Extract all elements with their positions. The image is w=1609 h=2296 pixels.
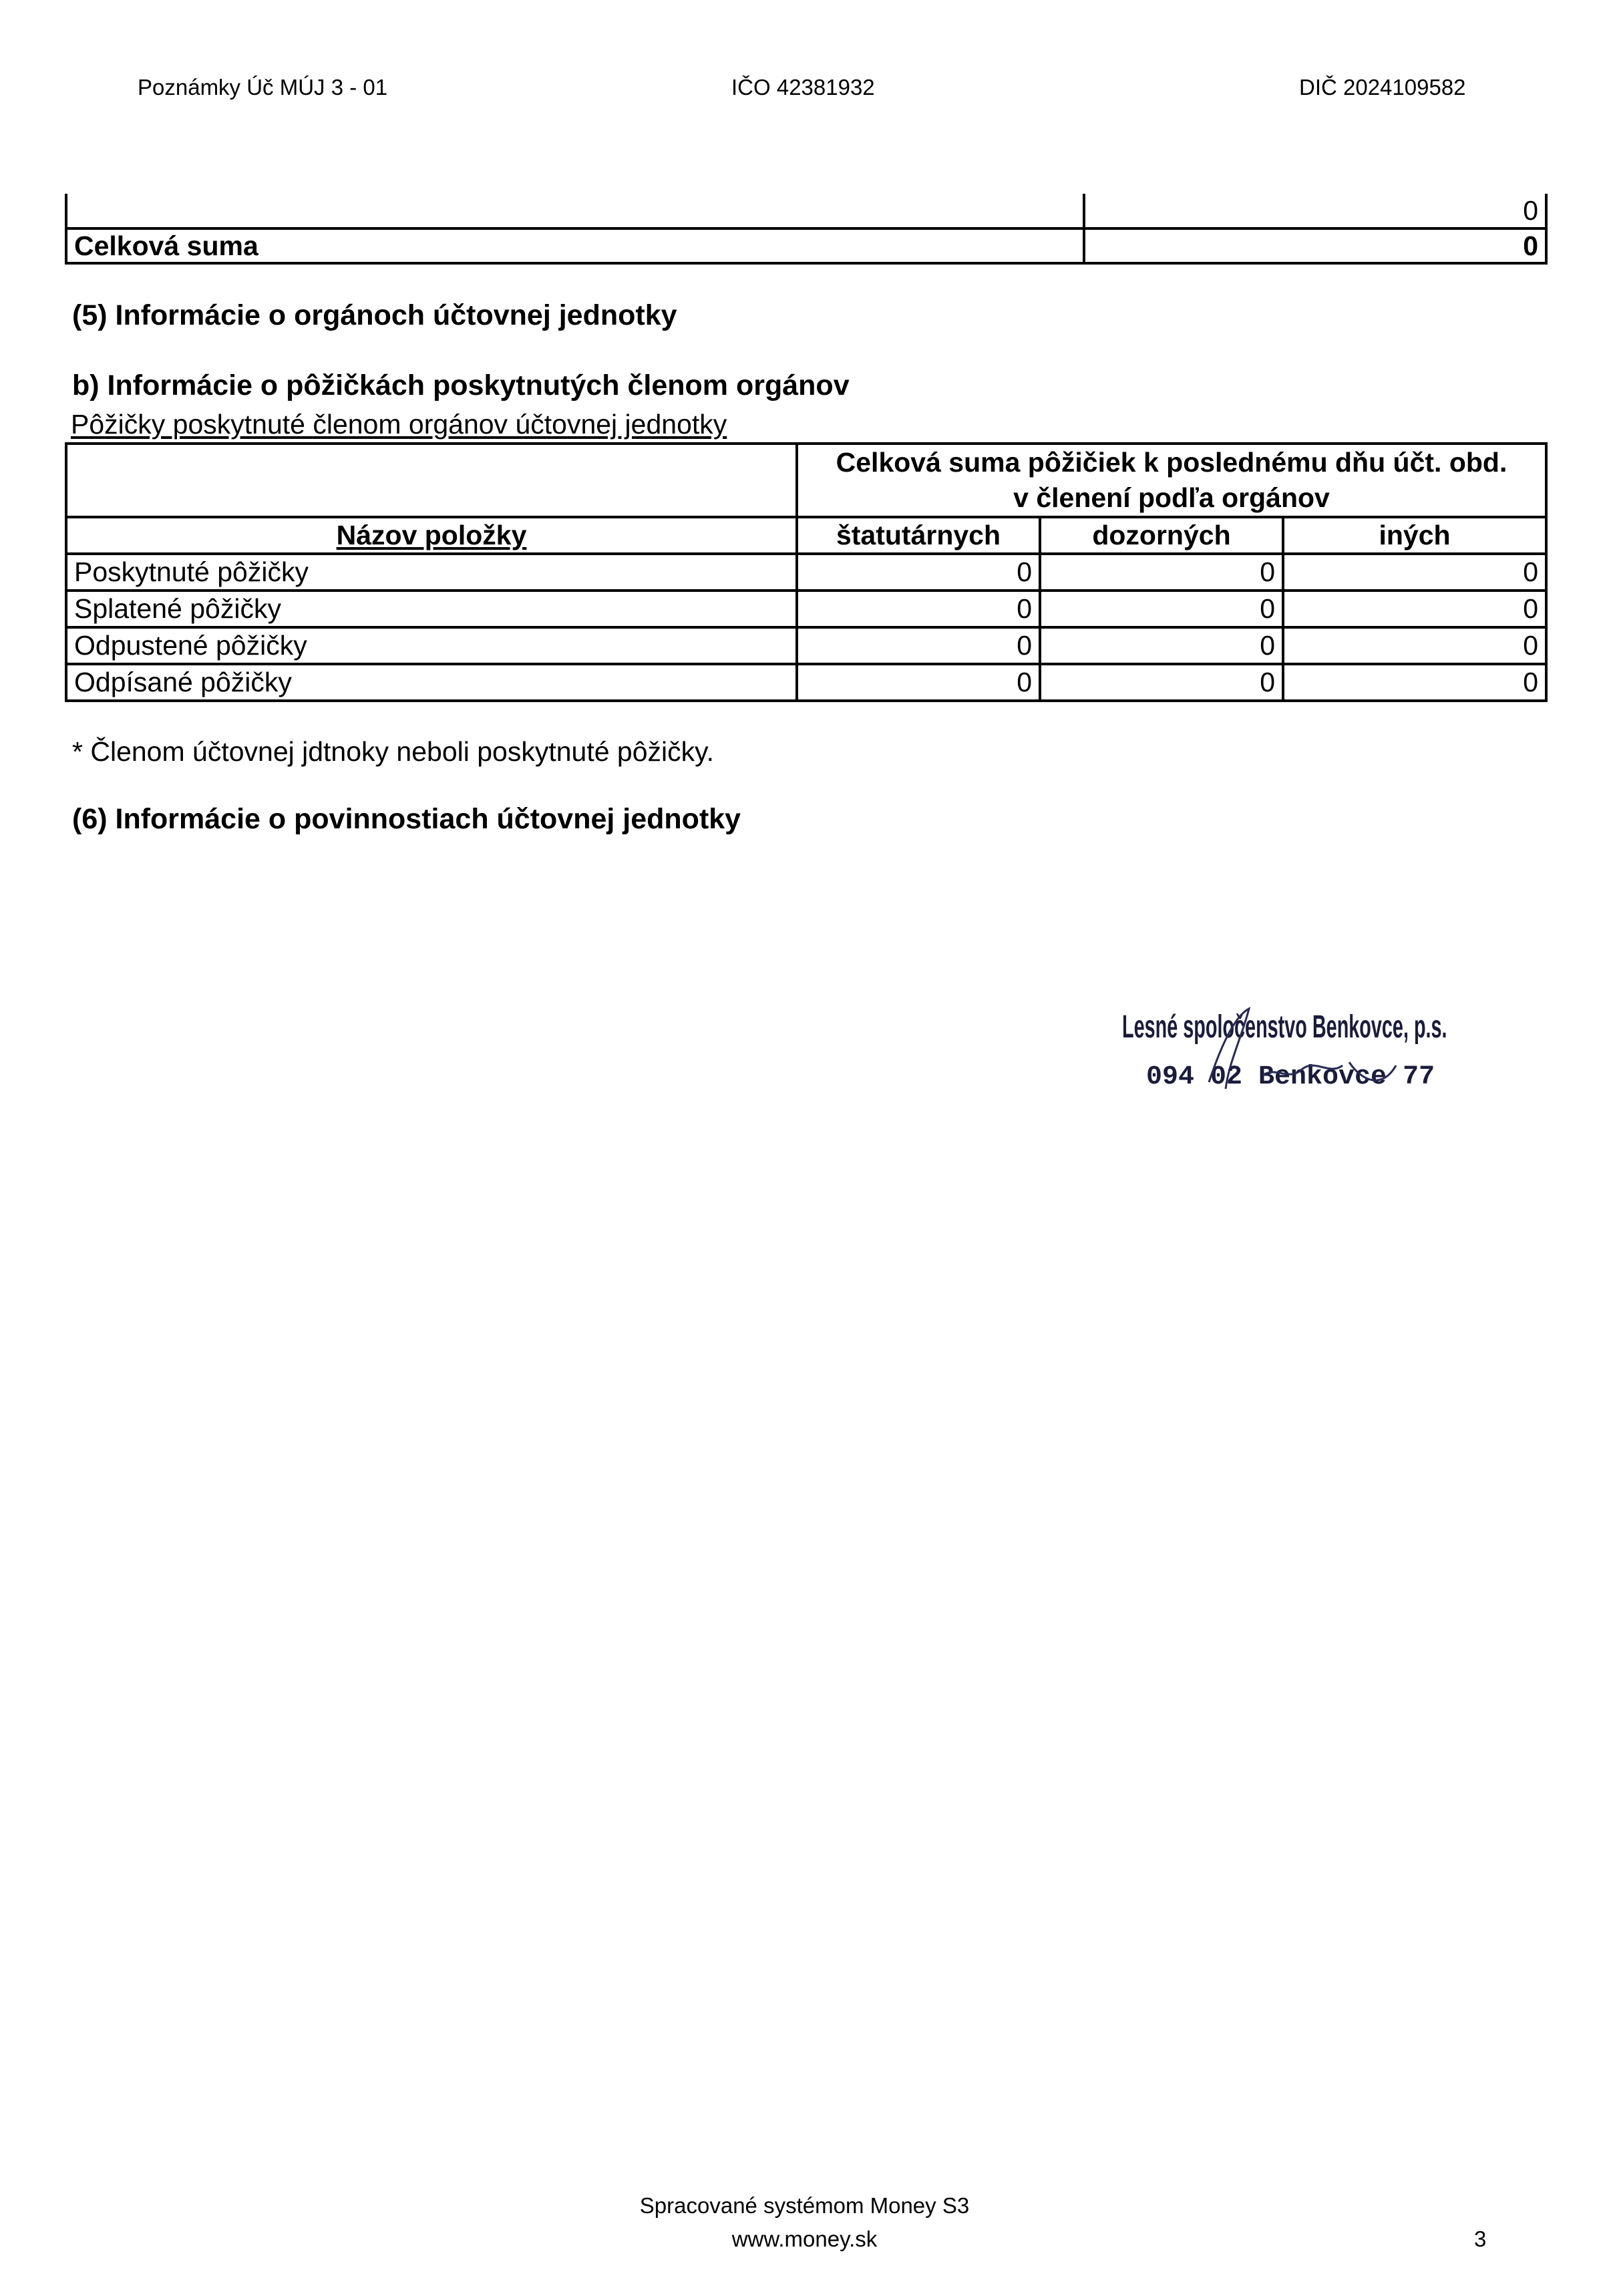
table-row [66, 591, 1546, 627]
cell-value: 0 [797, 627, 1040, 664]
column-header-statutarnych: štatutárnych [797, 517, 1040, 554]
cell-value: 0 [1283, 591, 1546, 627]
header-left: Poznámky Úč MÚJ 3 - 01 [138, 75, 388, 100]
group-header-line2: v členení podľa orgánov [797, 480, 1546, 517]
footer-line1: Spracované systémom Money S3 [639, 2193, 970, 2218]
table-caption: Pôžičky poskytnuté členom orgánov účtovnej jednotky [71, 409, 727, 440]
section5-subtitle: b) Informácie o pôžičkách poskytnutých členom orgánov [72, 369, 850, 401]
footer-website: www.money.sk [731, 2227, 878, 2251]
company-stamp [1122, 1009, 1496, 1102]
row-label: Odpísané pôžičky [66, 664, 797, 701]
top-table-empty-cell [66, 194, 1084, 228]
header-ico: IČO 42381932 [731, 75, 875, 100]
cell-value: 0 [797, 591, 1040, 627]
stamp-line2: 094 02 Benkovce 77 [1146, 1062, 1435, 1092]
cell-value: 0 [1283, 664, 1546, 701]
cell-value: 0 [1040, 664, 1283, 701]
cell-value: 0 [1040, 591, 1283, 627]
table-row [66, 554, 1546, 591]
cell-value: 0 [1283, 554, 1546, 591]
column-header-inych: iných [1283, 517, 1546, 554]
top-table-row1-value: 0 [1084, 194, 1546, 228]
row-label: Splatené pôžičky [66, 591, 797, 627]
header-dic: DIČ 2024109582 [1299, 75, 1466, 100]
table-row [66, 664, 1546, 701]
stamp-line1: Lesné spoločenstvo Benkovce, p.s. [1122, 1009, 1447, 1045]
footnote: * Členom účtovnej jdtnoky neboli poskytnuté pôžičky. [72, 736, 714, 767]
total-label: Celková suma [66, 228, 1084, 263]
group-header-line1: Celková suma pôžičiek k poslednému dňu účt. obd. [797, 444, 1546, 480]
cell-value: 0 [1283, 627, 1546, 664]
name-header-blank [66, 444, 797, 517]
cell-value: 0 [1040, 554, 1283, 591]
cell-value: 0 [797, 554, 1040, 591]
section5-title: (5) Informácie o orgánoch účtovnej jednotky [72, 299, 677, 331]
cell-value: 0 [797, 664, 1040, 701]
page-number: 3 [1474, 2227, 1487, 2251]
loans-table [65, 442, 1548, 702]
cell-value: 0 [1040, 627, 1283, 664]
signature-icon [1162, 1002, 1443, 1102]
section6-title: (6) Informácie o povinnostiach účtovnej jednotky [72, 803, 741, 835]
row-label: Poskytnuté pôžičky [66, 554, 797, 591]
column-header-dozornych: dozorných [1040, 517, 1283, 554]
name-column-header: Názov položky [66, 517, 797, 554]
row-label: Odpustené pôžičky [66, 627, 797, 664]
table-row [66, 627, 1546, 664]
top-summary-table [65, 194, 1548, 265]
total-value: 0 [1084, 228, 1546, 263]
